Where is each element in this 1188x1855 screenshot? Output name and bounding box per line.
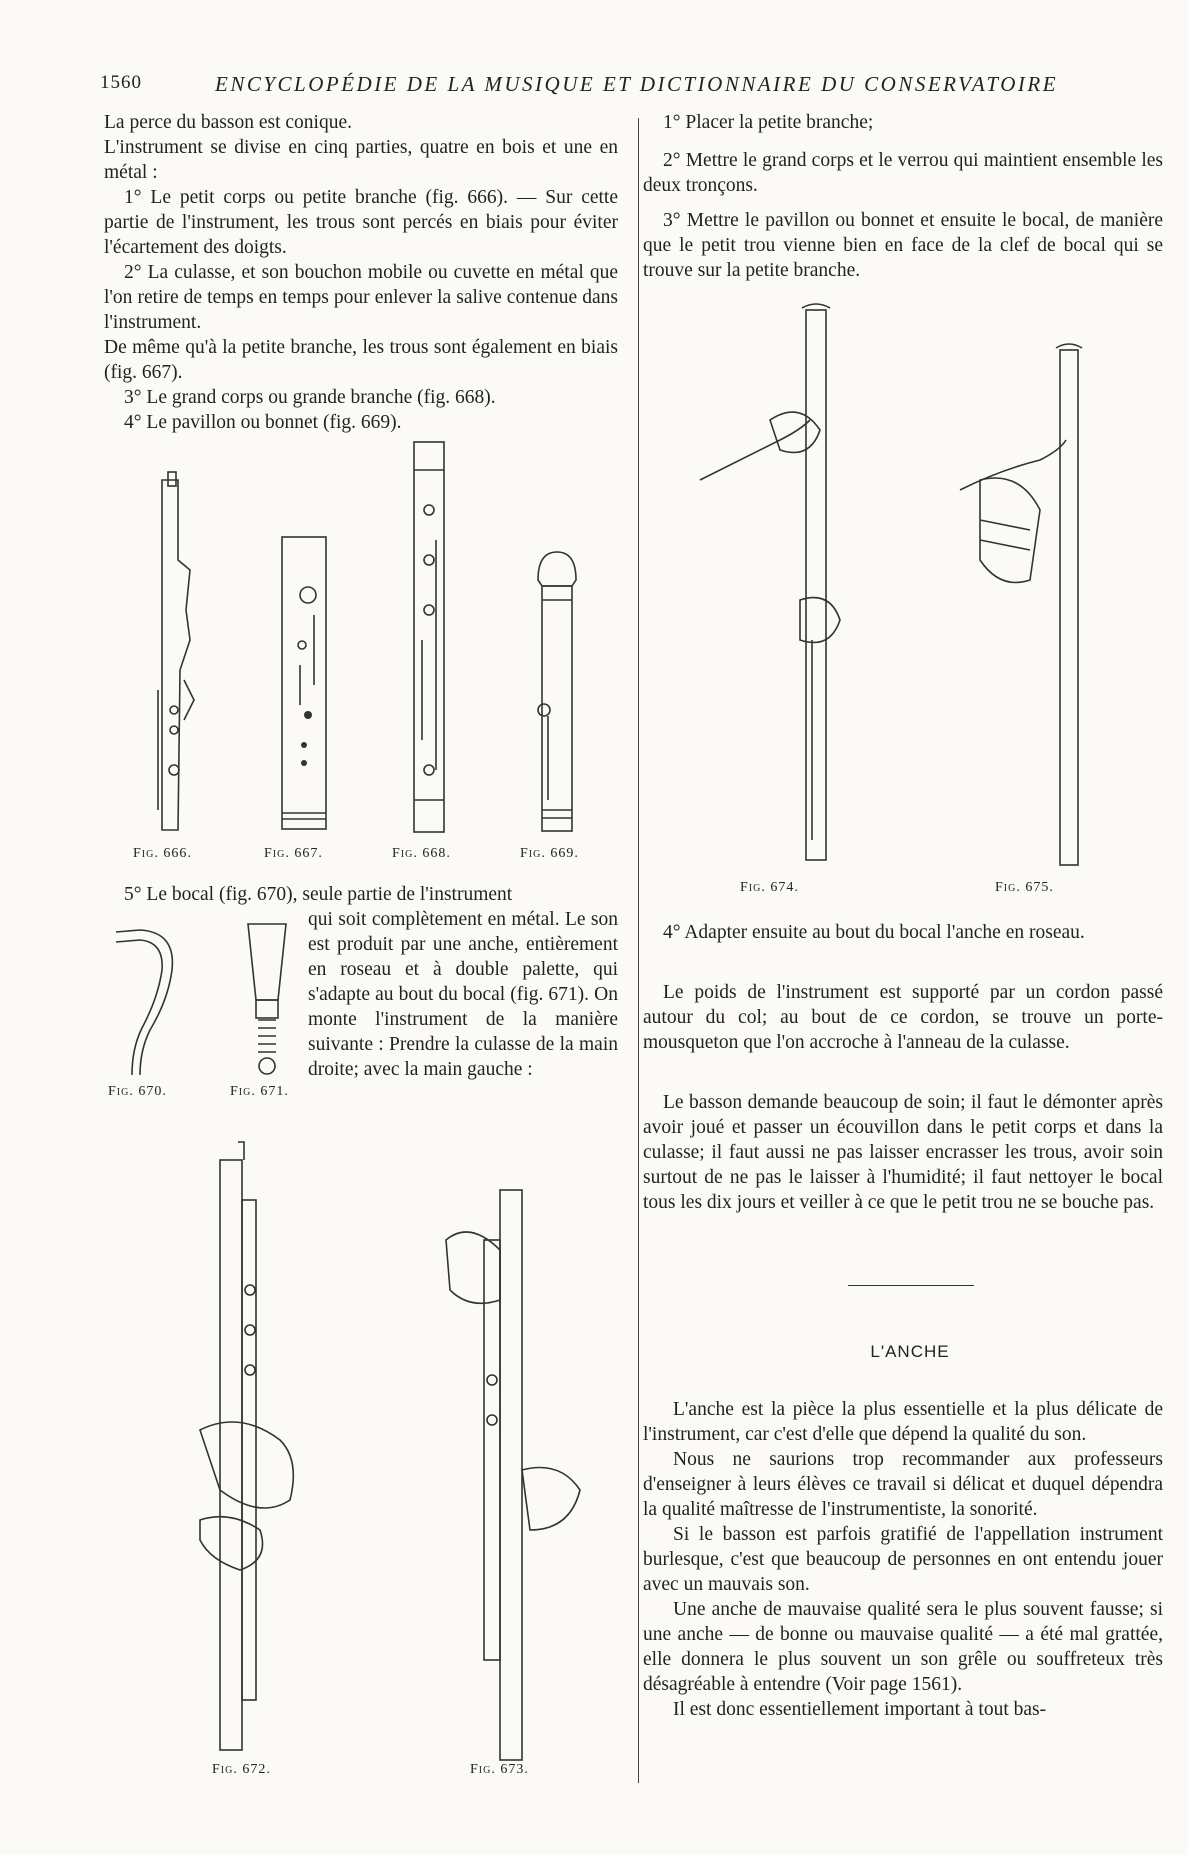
caption-fig-666: Fig. 666.	[133, 846, 192, 861]
fig-666-petit-corps-illustration	[150, 470, 200, 835]
caption-fig-672: Fig. 672.	[212, 1762, 271, 1777]
paragraph: L'anche est la pièce la plus essentielle et la plus délicate de l'instrument, car c'est d'elle que dépend la qualité du son.	[643, 1399, 1163, 1445]
fig-674-player-holding-illustration	[700, 300, 860, 865]
paragraph: La perce du basson est conique.	[104, 112, 352, 133]
paragraph: Une anche de mauvaise qualité sera le plus souvent fausse; si une anche — de bonne ou mauvaise qualité — a été mal grattée, elle donnera le plus souvent un son grêle ou souffreteux très désagréable à entendre (Voir page 1561).	[643, 1599, 1163, 1695]
paragraph-bocal-lead: 5° Le bocal (fig. 670), seule partie de l'instrument	[124, 884, 513, 905]
caption-fig-671: Fig. 671.	[230, 1084, 289, 1099]
paragraph-soin: Le basson demande beaucoup de soin; il faut le démonter après avoir joué et passer un écouvillon dans le petit corps et dans la culasse; il faut aussi ne pas laisser encrasser les trous, avoir soin surtout de ne pas le laisser à l'humidité; il faut nettoyer le bocal tous les dix jours et veiller à ce que le petit trou ne se bouche pas.	[643, 1092, 1163, 1213]
paragraph-bocal-rest: qui soit complètement en métal. Le son est produit par une anche, entièrement en roseau et à double palette, qui s'adapte au bout du bocal (fig. 671). On monte l'instrument de la manière suivante : Prendre la culasse de la main droite; avec la main gauche :	[308, 909, 618, 1080]
step-2: 2° Mettre le grand corps et le verrou qui maintient ensemble les deux tronçons.	[643, 150, 1163, 196]
paragraph: 2° La culasse, et son bouchon mobile ou cuvette en métal que l'on retire de temps en temps pour enlever la salive contenue dans l'instrument.	[104, 262, 618, 333]
paragraph: Si le basson est parfois gratifié de l'appellation instrument burlesque, c'est que beaucoup de personnes en ont entendu jouer avec un mauvais son.	[643, 1524, 1163, 1595]
caption-fig-674: Fig. 674.	[740, 880, 799, 895]
fig-672-assembly-illustration	[180, 1140, 330, 1760]
fig-667-culasse-illustration	[280, 535, 330, 835]
caption-fig-668: Fig. 668.	[392, 846, 451, 861]
paragraph: De même qu'à la petite branche, les trous sont également en biais (fig. 667).	[104, 337, 618, 383]
caption-fig-669: Fig. 669.	[520, 846, 579, 861]
paragraph: L'instrument se divise en cinq parties, quatre en bois et une en métal :	[104, 137, 618, 183]
step-1: 1° Placer la petite branche;	[663, 112, 874, 133]
section-separator	[848, 1285, 974, 1286]
paragraph: Nous ne saurions trop recommander aux professeurs d'enseigner à leurs élèves ce travail si délicat et duquel dépendra la qualité maîtresse de l'instrumentiste, la sonorité.	[643, 1449, 1163, 1520]
caption-fig-667: Fig. 667.	[264, 846, 323, 861]
caption-fig-675: Fig. 675.	[995, 880, 1054, 895]
step-3: 3° Mettre le pavillon ou bonnet et ensuite le bocal, de manière que le petit trou vienne bien en face de la clef de bocal qui se trouve sur la petite branche.	[643, 210, 1163, 281]
paragraph: 1° Le petit corps ou petite branche (fig. 666). — Sur cette partie de l'instrument, les trous sont percés en biais pour éviter l'écartement des doigts.	[104, 187, 618, 258]
page-number: 1560	[100, 72, 142, 93]
step-4: 4° Adapter ensuite au bout du bocal l'anche en roseau.	[663, 922, 1085, 943]
caption-fig-673: Fig. 673.	[470, 1762, 529, 1777]
running-title: ENCYCLOPÉDIE DE LA MUSIQUE ET DICTIONNAIRE DU CONSERVATOIRE	[215, 72, 1059, 96]
column-divider	[638, 118, 639, 1783]
fig-670-bocal-illustration	[110, 920, 190, 1080]
anche-section-text	[643, 1397, 1163, 1722]
paragraph: 4° Le pavillon ou bonnet (fig. 669).	[124, 412, 402, 433]
left-intro-text	[104, 110, 618, 435]
paragraph: Il est donc essentiellement important à tout bas-	[673, 1699, 1047, 1720]
fig-668-grand-corps-illustration	[410, 440, 450, 835]
caption-fig-670: Fig. 670.	[108, 1084, 167, 1099]
fig-673-assembly-illustration	[440, 1180, 590, 1760]
fig-669-pavillon-illustration	[532, 550, 582, 835]
section-heading: L'ANCHE	[870, 1342, 950, 1361]
fig-675-player-holding-illustration	[960, 340, 1110, 870]
fig-671-reed-illustration	[244, 920, 290, 1080]
paragraph: 3° Le grand corps ou grande branche (fig. 668).	[124, 387, 496, 408]
paragraph-poids: Le poids de l'instrument est supporté par un cordon passé autour du col; au bout de ce cordon, se trouve un porte-mousqueton que l'on accroche à l'anneau de la culasse.	[643, 982, 1163, 1053]
